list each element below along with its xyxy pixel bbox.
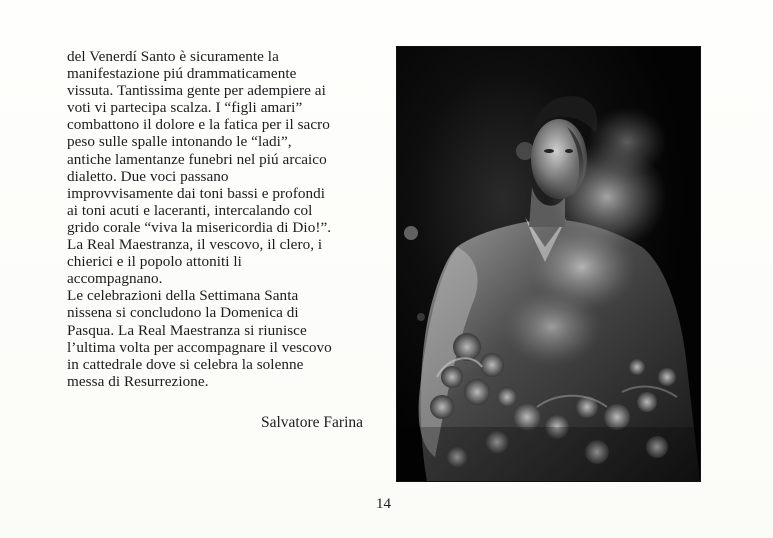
page-number: 14 (376, 496, 391, 512)
text-line: messa di Resurrezione. (67, 372, 209, 390)
incense-smoke (502, 287, 602, 367)
text-line: chierici e il popolo attoniti li (67, 253, 242, 271)
incense-smoke (587, 107, 667, 177)
text-line: del Venerdí Santo è sicuramente la (67, 48, 279, 65)
background-light (404, 226, 418, 240)
author-signature: Salvatore Farina (261, 414, 364, 431)
text-line: dialetto. Due voci passano (67, 167, 229, 185)
text-line: Pasqua. La Real Maestranza si riunisce (67, 321, 307, 339)
text-line: antiche lamentanze funebri nel piú arcaico (67, 150, 327, 168)
procession-photo (397, 47, 700, 481)
text-line: grido corale “viva la misericordia di Dio!”. (67, 218, 332, 236)
text-line: vissuta. Tantissima gente per adempiere ai (67, 82, 326, 100)
text-line: Le celebrazioni della Settimana Santa (67, 287, 299, 305)
text-line: l’ultima volta per accompagnare il vescovo (67, 338, 332, 356)
eye (565, 149, 573, 153)
background-light (417, 313, 425, 321)
photo-vignette (397, 427, 700, 481)
text-line: manifestazione piú drammaticamente (67, 65, 297, 83)
text-line: accompagnano. (67, 270, 163, 288)
eye (544, 149, 554, 153)
text-line: voti vi partecipa scalza. I “figli amari” (67, 99, 303, 117)
photo-illustration (397, 47, 700, 481)
text-line: ai toni acuti e laceranti, intercalando col (67, 201, 313, 219)
text-line: in cattedrale dove si celebra la solenne (67, 355, 304, 373)
text-line: La Real Maestranza, il vescovo, il clero, i (67, 236, 323, 254)
text-line: peso sulle spalle intonando le “ladi”, (67, 133, 292, 151)
text-line: improvvisamente dai toni bassi e profondi (67, 184, 326, 202)
text-line: combattono il dolore e la fatica per il sacro (67, 116, 330, 134)
text-line: nissena si concludono la Domenica di (67, 304, 299, 322)
article-text (67, 48, 377, 390)
